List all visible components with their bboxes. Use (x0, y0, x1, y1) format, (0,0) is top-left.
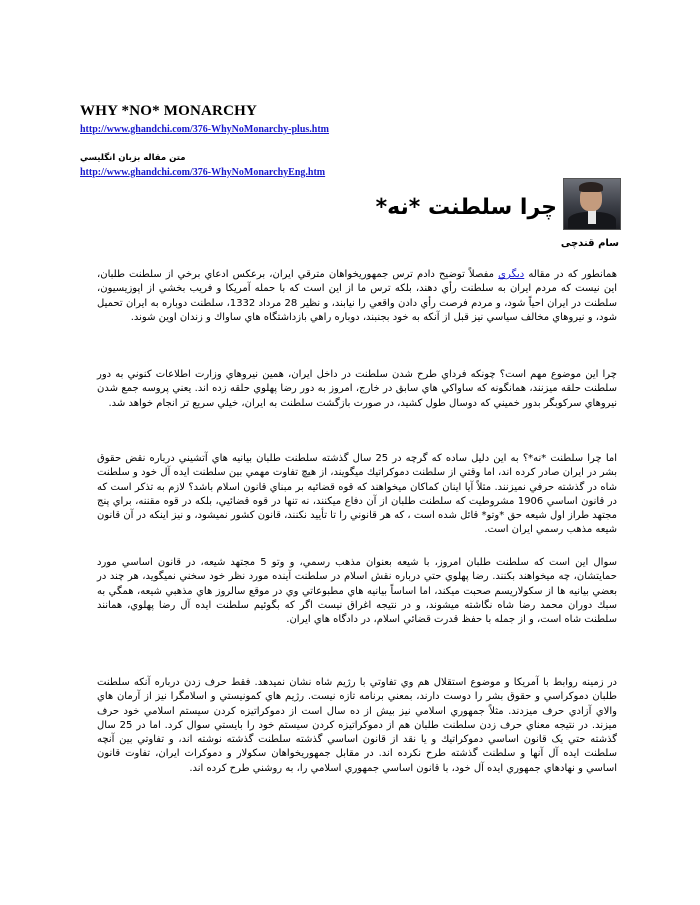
article-title: چرا سلطنت *نه* (375, 195, 557, 220)
paragraph-1 (97, 268, 617, 325)
paragraph-1-lead: همانطور كه در مقاله (524, 269, 617, 280)
link-english-version[interactable]: http://www.ghandchi.com/376-WhyNoMonarchyEng.htm (80, 167, 326, 178)
link-plus-version[interactable]: http://www.ghandchi.com/376-WhyNoMonarchy-plus.htm (80, 124, 330, 135)
paragraph-3: اما چرا سلطنت *نه*؟ به اين دليل ساده كه گرچه در 25 سال گذشته سلطنت طلبان بيانيه هاي آتشيني درباره نقض حقوق بشر در ايران صادر كرده اند، اما وقتي از سلطنت دموكراتيك ميگويند، از هيچ تفاوت مهمي بين سلطنت ايده آل خود و سلطنت شاه در گذشته حرفي نميزنند. مثلاً آيا اينان كماكان ميخواهند كه قوه قضائيه بر مبناي قانون اسلام باشد؟ لازم به تذكر است كه در قانون اساسي 1906 مشروطيت كه سلطنت طلبان از آن دفاع ميكنند، نه تنها در قوه قضائيي، بلكه در قوه مقننه، براي پنج مجتهد طراز اول شيعه حق *وتو* قائل شده است ، كه هر قانوني را تا تأييد نكنند، قانون كشور نميشود، و نيز اينكه در آن قانون شيعه مذهب رسمي ايران است. (97, 453, 618, 536)
paragraph-1-body: مفصلاً توضيح دادم ترس جمهوريخواهان مترقي ايران، برعكس ادعاي برخي از سلطنت طلبان، اين نيست كه مردم ايران به سلطنت رأي دهند، بلكه ترس ما از اين است كه با حمله آمريكا و فريب بخشي از اپوزيسيون، سلطنت در ايران احياً شود، و مردم فرصت رأي دادن واقعي را نيابند، و نظير 28 مرداد 1332، سلطنت دوباره به ايران تحميل شود، و نيروهاي مخالف سياسي نيز قبل از آنكه به خود بجنبند، دوباره راهي بازداشتگاه هاي ساواك و زندان اوين شوند. (97, 269, 617, 323)
english-version-label: متن مقاله بزبان انگليسي (80, 153, 186, 163)
author-name: سام قندچی (560, 238, 619, 249)
paragraph-4: سوال اين است كه سلطنت طلبان امروز، با شيعه بعنوان مذهب رسمي، و وتو 5 مجتهد شيعه، در قانون اساسي مورد حمايتشان، چه ميخواهند بكنند. رضا پهلوي حتي درباره نقش اسلام در سلطنت آينده مورد نظر خود سخني نميگويد، هر چند در بعضي بيانيه ها از سكولاريسم صحبت ميكند، اما اساساً بيانيه هاي مطبوعاتي وي در موقع سالروز هاي مذهبي شيعه، همگي به سبك دوران محمد رضا شاه نگاشته ميشوند، و در نتيجه اغراق نيست اگر كه بگوئيم سلطنت ايده آل رضا پهلوي، همانند سلطنت شاه است، و از جمله با حفظ قدرت قضائي اسلام، در دادگاه هاي ايران. (97, 557, 617, 626)
paragraph-2: چرا اين موضوع مهم است؟ چونكه فرداي طرح شدن سلطنت در داخل ايران، همين نيروهاي وزارت اطلاعات كنوني به دور سلطنت حلقه ميزنند، همانگونه كه ساواكي هاي سابق در خارج، امروز به دور رضا پهلوي حلقه زده اند. يعني پروسه جمع شدن نيروهاي سركوبگر بدور خميني كه دوسال طول كشيد، در صورت بازگشت سلطنت به ايران، خيلي سريع تر انجام خواهد شد. (97, 369, 617, 409)
author-portrait-icon (563, 178, 621, 230)
english-title: WHY *NO* MONARCHY (80, 103, 257, 119)
inline-link-other-article[interactable]: ديگري (498, 269, 525, 280)
paragraph-5: در زمينه روابط با آمريكا و موضوع استقلال هم وي تفاوتي با رژيم شاه نشان نميدهد. فقط حرف زدن درباره آنكه سلطنت طلبان دموكراسي و حقوق بشر را دوست دارند، بمعني برنامه تازه نيست. رژيم هاي كمونيستي و اسلامگرا نيز از آرمان هاي والاي آزادي حرف ميزدند. مثلاً جمهوري اسلامي نيز بيش از ده سال است از دموكراتيزه كردن سيستم اسلامي خود حرف ميزند. در نتيجه معناي حرف زدن سلطنت طلبان هم از دموكراتيزه كردن سيستم خود را بايستي سوال كرد. اما در 25 سال گذشته حتي يک قانون اساسي دموكراتيك و يا نقد از قانون اساسي گذشته سلطنت گذشته نوشته اند، و تفاوتي بين آنچه سلطنت ايده آل آنها و سلطنت گذشته طرح نكرده اند. در مقابل جمهوريخواهان سكولار و دموكرات ايران، تفاوت قانون اساسي و نهادهاي جمهوري ايده آل خود، با قانون اساسي جمهوري اسلامي را، به روشني طرح كرده اند. (97, 677, 617, 774)
